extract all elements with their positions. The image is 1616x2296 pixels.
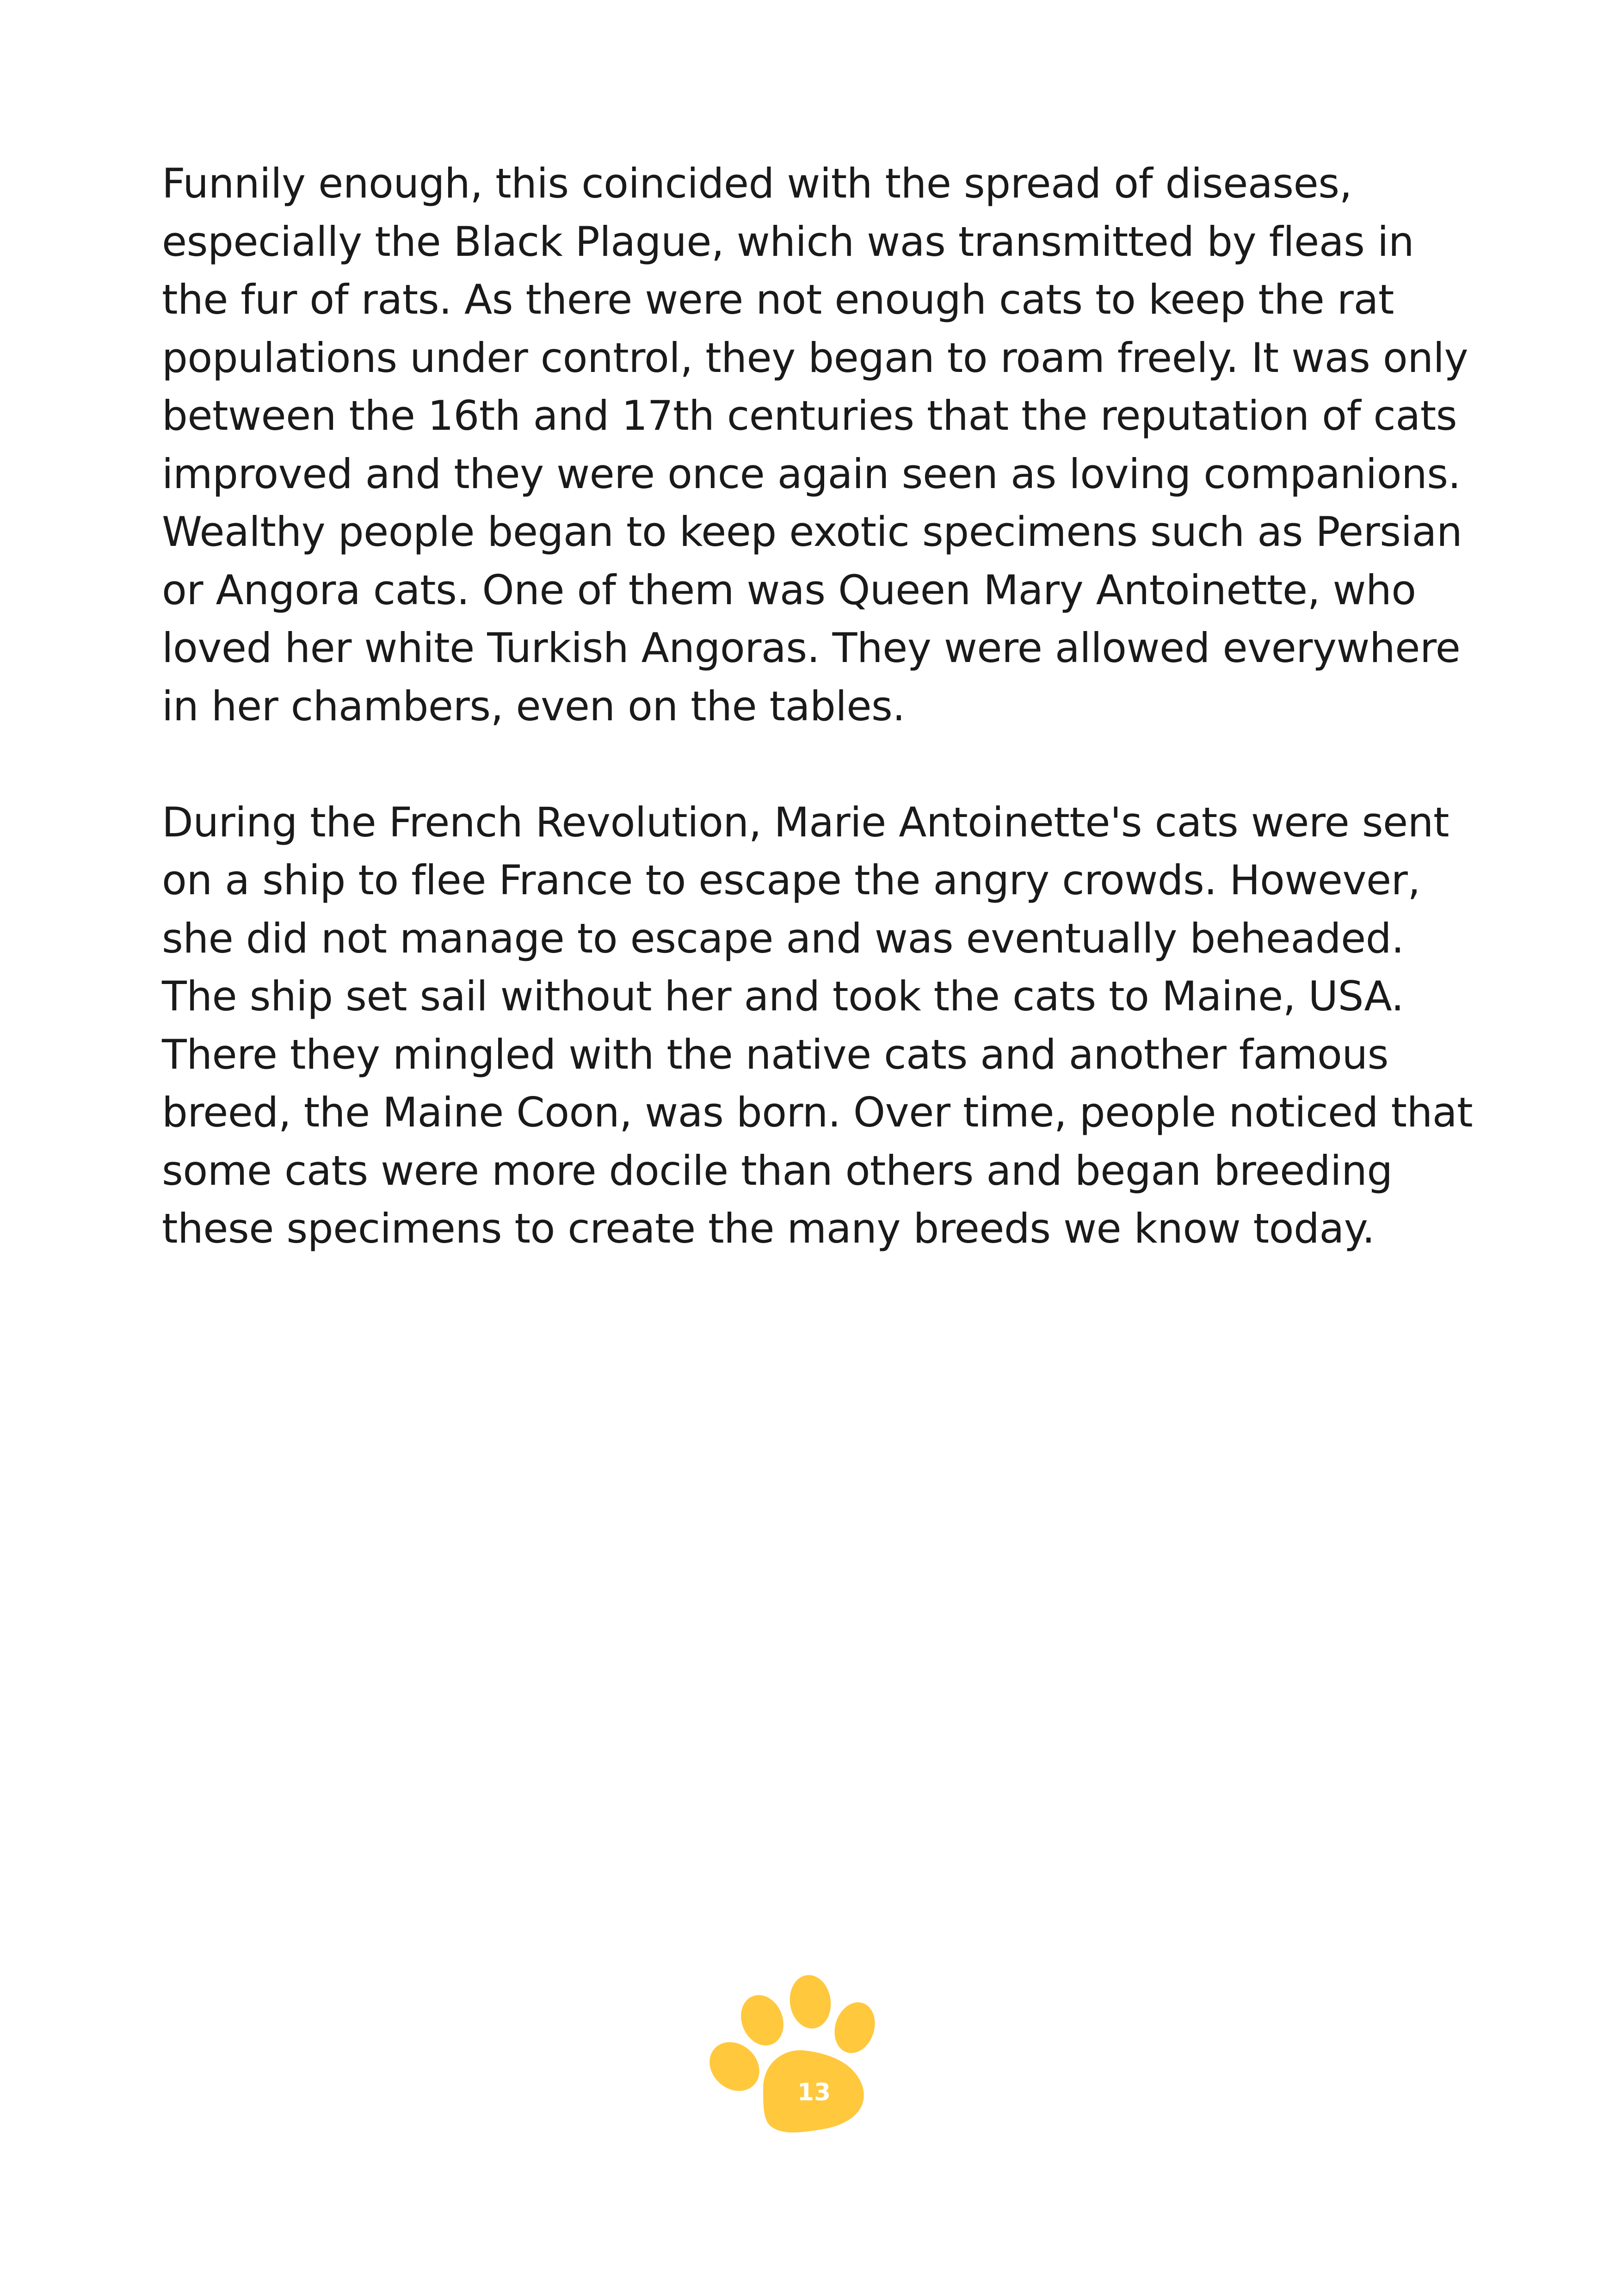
paragraph-2: During the French Revolution, Marie Antoinette's cats were sent on a ship to flee France to escape the angry crowds. However, she did not manage to escape and was eventually beheaded. The ship set sail without her and took the cats to Maine, USA. There they mingled with the native cats and another famous breed, the Maine Coon, was born. Over time, people noticed that some cats were more docile than others and began breeding these specimens to create the many breeds we know today.: [162, 798, 1473, 1252]
body-text: [162, 155, 1485, 1316]
page-number: 13: [797, 2079, 831, 2106]
paw-print-icon: [708, 1973, 883, 2144]
paragraph-1: Funnily enough, this coincided with the spread of diseases, especially the Black Plague, which was transmitted by fleas in the fur of rats. As there were not enough cats to keep the rat populations under control, they began to roam freely. It was only between the 16th and 17th centuries that the reputation of cats improved and they were once again seen as loving companions. Wealthy people began to keep exotic specimens such as Persian or Angora cats. One of them was Queen Mary Antoinette, who loved her white Turkish Angoras. They were allowed everywhere in her chambers, even on the tables.: [162, 160, 1468, 730]
